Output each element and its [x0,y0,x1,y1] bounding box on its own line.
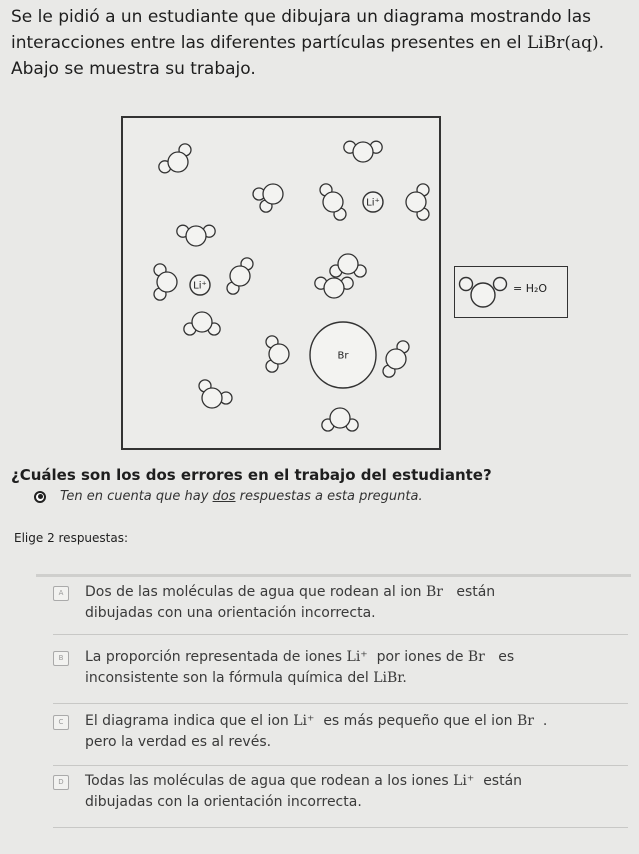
water-molecule [383,341,409,377]
oxygen-atom [157,272,177,292]
option-a-line2: dibujadas con una orientación incorrecta. [85,605,376,621]
water-molecule [344,141,382,162]
oxygen-atom [192,312,212,332]
option-text [85,771,615,813]
water-molecule [330,254,366,277]
water-molecule [227,258,253,294]
intro-line-1: Se le pidió a un estudiante que dibujara un diagrama mostrando las [11,7,592,27]
oxygen-atom [186,226,206,246]
formula-li: Li⁺ [293,713,315,729]
oxygen-atom [323,192,343,212]
hint-pre: Ten en cuenta que hay [60,489,213,504]
hint-underlined: dos [212,489,236,504]
water-molecule-icon [455,267,515,317]
option-text [85,582,615,624]
diagram-drawing [123,118,439,448]
option-b-part: es [484,649,515,665]
option-d-part: están [474,773,523,789]
legend-label: = H₂O [513,282,548,295]
oxygen-atom [230,266,250,286]
bromide-ion-label: Br [337,350,349,362]
intro-line-2: interacciones entre las diferentes partículas presentes en el [11,33,527,53]
option-b-line2: inconsistente son la fórmula química del [85,670,374,686]
question-text: ¿Cuáles son los dos errores en el trabajo del estudiante? [11,466,492,484]
water-molecule [253,184,283,212]
water-molecule [184,312,220,335]
option-d[interactable] [53,771,628,828]
hint-row [34,489,423,504]
hint-text [60,489,423,504]
oxygen-atom [386,349,406,369]
option-b-part: La proporción representada de iones [85,649,347,665]
choose-label: Elige 2 respuestas: [14,531,129,545]
oxygen-atom [330,408,350,428]
option-letter: C [53,715,69,730]
water-molecule [315,277,353,298]
formula-br: Br [467,649,485,665]
bromide-ion [310,322,376,388]
water-molecule [266,336,289,372]
formula-libr: LiBr. [373,670,407,686]
option-c[interactable] [53,711,628,766]
option-a-part: Dos de las moléculas de agua que rodean al ion [85,584,426,600]
oxygen-atom [353,142,373,162]
option-a[interactable] [53,582,628,635]
option-d-line2: dibujadas con la orientación incorrecta. [85,794,362,810]
intro-line-3: Abajo se muestra su trabajo. [11,59,256,79]
option-letter: B [53,651,69,666]
oxygen-atom [168,152,188,172]
water-molecule [320,184,346,220]
water-molecule [322,408,358,431]
option-c-part: es más pequeño que el ion [314,713,517,729]
divider [36,574,631,577]
water-molecule [154,264,177,300]
option-c-line2: pero la verdad es al revés. [85,734,272,750]
option-b-part: por iones de [367,649,468,665]
hint-bullet-icon [34,491,46,503]
lithium-ion-label: Li⁺ [366,197,380,209]
hint-post: respuestas a esta pregunta. [235,489,423,504]
student-diagram [121,116,441,450]
oxygen-atom [324,278,344,298]
lithium-ion-label: Li⁺ [193,280,207,292]
water-molecule [159,144,191,173]
option-a-part: están [442,584,496,600]
option-text [85,647,615,689]
oxygen-atom [269,344,289,364]
formula-libr: LiBr(aq). [527,33,605,53]
oxygen-atom [406,192,426,212]
option-d-part: Todas las moléculas de agua que rodean a los iones [85,773,454,789]
lithium-ion [190,275,210,295]
formula-li: Li⁺ [346,649,368,665]
option-c-part: El diagrama indica que el ion [85,713,294,729]
oxygen-atom [202,388,222,408]
formula-br: Br [426,584,443,600]
intro-text [11,4,631,82]
option-c-part: . [533,713,548,729]
oxygen-atom [263,184,283,204]
option-b[interactable] [53,647,628,704]
formula-li: Li⁺ [453,773,475,789]
oxygen-atom [338,254,358,274]
water-molecule [199,380,232,408]
option-text [85,711,615,753]
option-letter: A [53,586,69,601]
option-letter: D [53,775,69,790]
water-molecule [177,225,215,246]
lithium-ion [363,192,383,212]
legend-box [454,266,568,318]
formula-br: Br [516,713,534,729]
water-molecule [406,184,429,220]
